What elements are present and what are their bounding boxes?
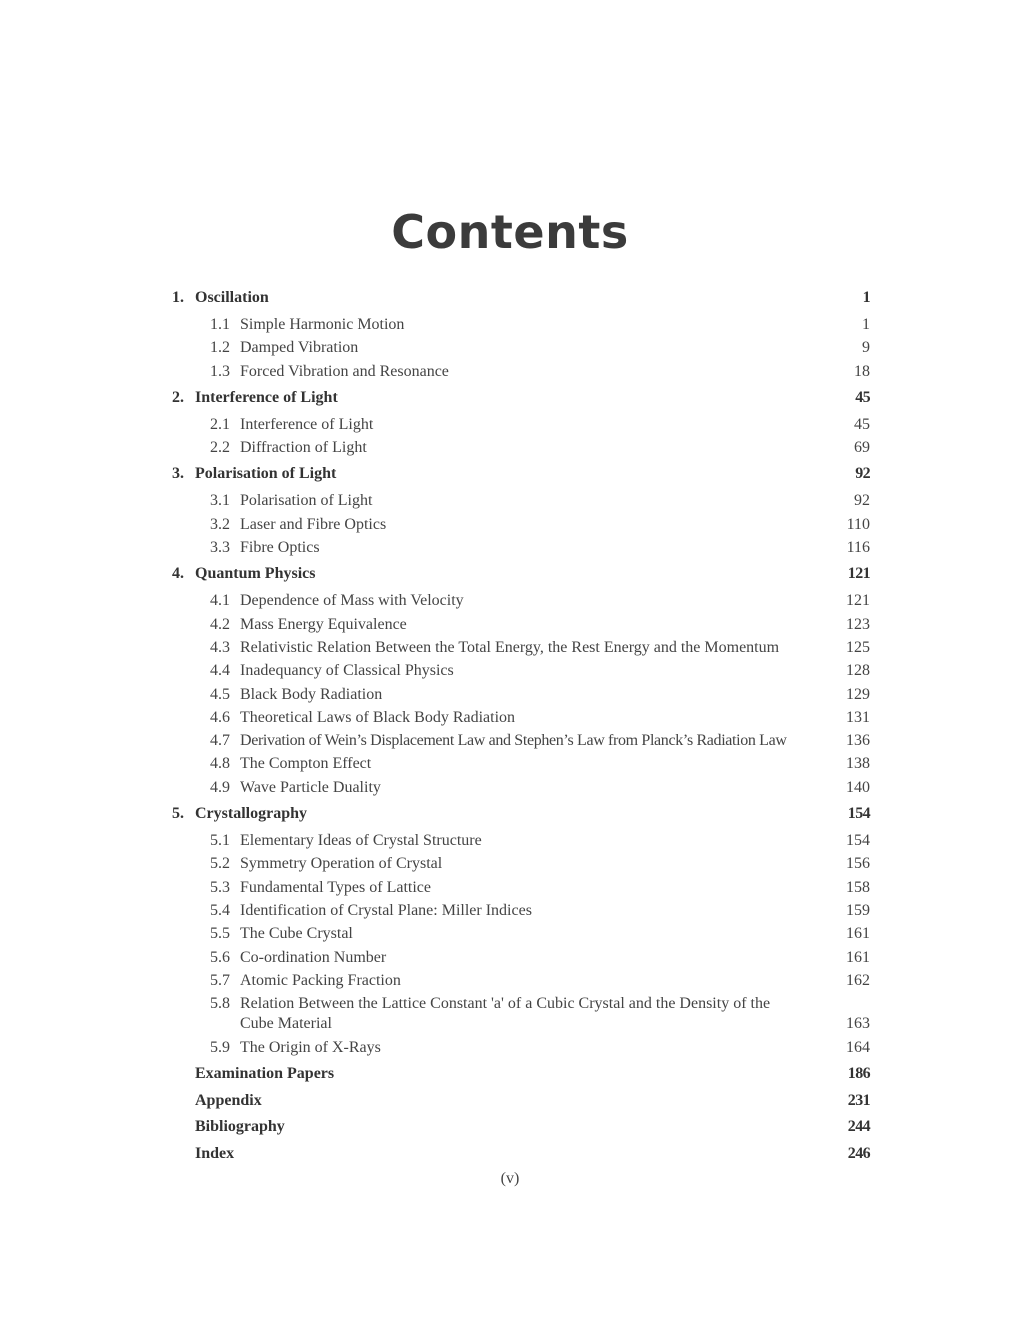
chapter-title: Quantum Physics	[195, 565, 316, 583]
section-number: 5.6	[210, 948, 230, 966]
page-title: Contents	[391, 205, 629, 259]
page-number-footer: (v)	[500, 1170, 520, 1187]
section-title: Simple Harmonic Motion	[240, 316, 405, 333]
section-number: 3.2	[210, 515, 230, 533]
chapter-page: 92	[855, 465, 870, 483]
section-entry[interactable]	[172, 852, 870, 875]
section-entry[interactable]	[172, 436, 870, 459]
section-page: 161	[846, 948, 870, 966]
section-number: 3.1	[210, 492, 230, 510]
section-title: Fibre Optics	[240, 539, 320, 557]
section-title: Derivation of Wein’s Displacement Law and Stephen’s Law from Planck’s Radiation Law	[240, 732, 787, 750]
chapter-page: 45	[855, 388, 870, 406]
section-number: 5.2	[210, 855, 230, 873]
section-entry[interactable]	[172, 729, 870, 752]
section-title: Forced Vibration and Resonance	[240, 362, 449, 380]
section-entry[interactable]	[172, 922, 870, 945]
chapter-number: 1.	[172, 289, 184, 306]
section-page: 1	[862, 316, 870, 333]
section-entry[interactable]	[172, 360, 870, 383]
chapter-heading[interactable]	[172, 462, 870, 486]
section-entry[interactable]	[172, 536, 870, 559]
section-number: 2.2	[210, 439, 230, 457]
section-list	[172, 589, 870, 799]
section-number: 4.2	[210, 615, 230, 633]
section-list	[172, 489, 870, 559]
chapter-heading[interactable]	[172, 386, 870, 410]
section-page: 164	[846, 1039, 870, 1057]
section-page: 69	[854, 439, 870, 457]
section-page: 121	[846, 592, 870, 610]
section-entry[interactable]	[172, 776, 870, 799]
backmatter-page: 244	[847, 1118, 870, 1136]
section-title: The Cube Crystal	[240, 925, 353, 943]
section-entry[interactable]	[172, 876, 870, 899]
chapter-number: 5.	[172, 805, 184, 823]
section-entry[interactable]	[172, 413, 870, 436]
section-number: 1.2	[210, 339, 230, 357]
section-entry[interactable]	[172, 706, 870, 729]
chapter-heading[interactable]	[172, 286, 870, 310]
backmatter-entry[interactable]	[172, 1089, 870, 1113]
section-number: 4.3	[210, 638, 230, 656]
section-entry[interactable]	[172, 313, 870, 336]
section-page: 138	[846, 755, 870, 773]
section-entry[interactable]	[172, 946, 870, 969]
section-entry[interactable]	[172, 589, 870, 612]
section-page: 18	[854, 362, 870, 380]
section-list	[172, 313, 870, 383]
section-page: 156	[846, 855, 870, 873]
section-page: 92	[854, 492, 870, 510]
section-page: 45	[854, 415, 870, 433]
section-entry[interactable]	[172, 683, 870, 706]
section-entry[interactable]	[172, 969, 870, 992]
section-entry[interactable]	[172, 1036, 870, 1059]
section-title: Damped Vibration	[240, 339, 359, 357]
section-title: Elementary Ideas of Crystal Structure	[240, 832, 482, 850]
section-page: 159	[846, 901, 870, 919]
section-number: 5.9	[210, 1039, 230, 1057]
backmatter-entry[interactable]	[172, 1115, 870, 1139]
chapter-page: 1	[862, 289, 870, 306]
section-title: Symmetry Operation of Crystal	[240, 855, 443, 873]
chapter-title: Polarisation of Light	[195, 465, 337, 483]
backmatter-entry[interactable]	[172, 1142, 870, 1166]
section-number: 4.6	[210, 708, 230, 726]
section-page: 129	[846, 685, 870, 703]
section-number: 3.3	[210, 539, 230, 557]
section-number: 4.4	[210, 662, 230, 680]
section-entry[interactable]	[172, 513, 870, 536]
section-number: 5.1	[210, 832, 230, 850]
chapter-title: Interference of Light	[195, 388, 338, 406]
section-page: 158	[846, 878, 870, 896]
section-number: 5.8	[210, 995, 230, 1013]
chapter-page: 154	[847, 805, 870, 823]
section-number: 5.7	[210, 971, 230, 989]
backmatter-entry[interactable]	[172, 1062, 870, 1086]
chapter-title: Oscillation	[195, 289, 269, 306]
section-title: Identification of Crystal Plane: Miller Indices	[240, 901, 532, 919]
section-title: Atomic Packing Fraction	[240, 971, 401, 989]
section-title: Co-ordination Number	[240, 948, 387, 966]
section-page: 161	[846, 925, 870, 943]
section-page: 128	[846, 662, 870, 680]
section-entry[interactable]	[172, 829, 870, 852]
chapter-number: 4.	[172, 565, 184, 583]
section-number: 4.9	[210, 778, 230, 796]
section-title: Wave Particle Duality	[240, 778, 381, 796]
section-entry[interactable]	[172, 636, 870, 659]
chapter-number: 3.	[172, 465, 184, 483]
section-entry[interactable]	[172, 336, 870, 359]
section-entry[interactable]	[172, 659, 870, 682]
section-page: 136	[846, 732, 870, 750]
section-number: 4.8	[210, 755, 230, 773]
chapter-page: 121	[847, 565, 870, 583]
section-number: 5.5	[210, 925, 230, 943]
section-number: 5.4	[210, 901, 230, 919]
section-page: 140	[846, 778, 870, 796]
section-page: 110	[846, 515, 870, 533]
backmatter-title: Index	[195, 1145, 235, 1163]
section-title: The Origin of X-Rays	[240, 1039, 381, 1057]
backmatter-page: 186	[847, 1065, 870, 1083]
chapter-title: Crystallography	[195, 805, 307, 823]
section-page: 154	[846, 832, 870, 850]
backmatter-page: 231	[847, 1091, 870, 1109]
section-title: Black Body Radiation	[240, 685, 383, 703]
section-page: 131	[846, 708, 870, 726]
section-title: Relation Between the Lattice Constant 'a' of a Cubic Crystal and the Density of the Cube Material	[240, 995, 771, 1033]
section-entry[interactable]	[172, 992, 870, 1036]
section-title: The Compton Effect	[240, 755, 372, 773]
section-number: 2.1	[210, 415, 230, 433]
section-number: 4.5	[210, 685, 230, 703]
section-page: 9	[862, 339, 870, 357]
section-title: Inadequancy of Classical Physics	[240, 662, 454, 680]
chapter-heading[interactable]	[172, 802, 870, 826]
section-entry[interactable]	[172, 752, 870, 775]
section-title: Polarisation of Light	[240, 492, 373, 510]
section-list	[172, 829, 870, 1059]
section-page: 125	[846, 638, 870, 656]
table-of-contents	[172, 286, 870, 1166]
section-number: 5.3	[210, 878, 230, 896]
section-list	[172, 413, 870, 460]
section-page: 163	[846, 1015, 870, 1033]
chapter-number: 2.	[172, 388, 184, 406]
section-entry[interactable]	[172, 899, 870, 922]
section-title: Dependence of Mass with Velocity	[240, 592, 464, 610]
section-title: Relativistic Relation Between the Total Energy, the Rest Energy and the Momentum	[240, 638, 780, 656]
section-number: 4.1	[210, 592, 230, 610]
section-entry[interactable]	[172, 613, 870, 636]
section-number: 1.3	[210, 362, 230, 380]
section-number: 4.7	[210, 732, 230, 750]
section-page: 123	[846, 615, 870, 633]
section-title: Fundamental Types of Lattice	[240, 878, 431, 896]
section-title: Mass Energy Equivalence	[240, 615, 407, 633]
section-title: Interference of Light	[240, 415, 374, 433]
backmatter-title: Appendix	[195, 1091, 262, 1109]
backmatter-title: Examination Papers	[195, 1065, 335, 1083]
section-number: 1.1	[210, 316, 230, 333]
backmatter-page: 246	[847, 1145, 870, 1163]
chapter-heading[interactable]	[172, 562, 870, 586]
backmatter-title: Bibliography	[195, 1118, 285, 1136]
section-title: Diffraction of Light	[240, 439, 367, 457]
section-page: 162	[846, 971, 870, 989]
section-page: 116	[846, 539, 870, 557]
section-entry[interactable]	[172, 489, 870, 512]
section-title: Theoretical Laws of Black Body Radiation	[240, 708, 516, 726]
section-title: Laser and Fibre Optics	[240, 515, 387, 533]
